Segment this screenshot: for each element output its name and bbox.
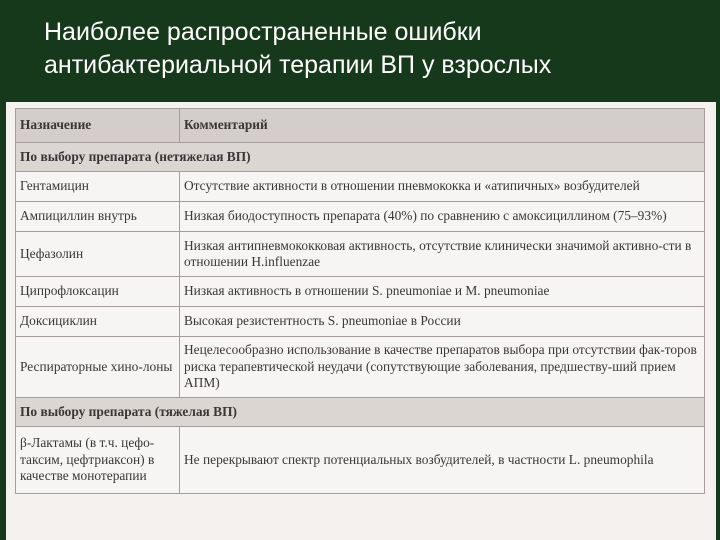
drug-cell: Ципрофлоксацин [16,277,180,307]
section-label: По выбору препарата (нетяжелая ВП) [16,143,705,172]
drug-cell: Цефазолин [16,232,180,277]
comment-cell: Низкая антипневмококковая активность, отсутствие клинически значимой активно-сти в отношении H.influenzae [180,232,705,277]
section-row-severe [16,398,705,427]
comment-cell: Низкая активность в отношении S. pneumoniae и M. pneumoniae [180,277,705,307]
antibiotic-errors-table [15,108,705,494]
table-row [16,277,705,307]
table-row [16,307,705,337]
table-row [16,232,705,277]
header-cell-comment: Комментарий [180,109,705,143]
comment-cell: Нецелесообразно использование в качестве препаратов выбора при отсутствии фак-торов риска терапевтической неудачи (сопутствующие заболевания, предшеству-ший прием АПМ) [180,337,705,398]
table-header-row [16,109,705,143]
section-row-nonsevere [16,143,705,172]
table-image-panel [6,102,716,540]
table-row [16,172,705,202]
table-row [16,202,705,232]
drug-cell: Доксициклин [16,307,180,337]
section-label: По выбору препарата (тяжелая ВП) [16,398,705,427]
comment-cell: Высокая резистентность S. pneumoniae в России [180,307,705,337]
comment-cell: Низкая биодоступность препарата (40%) по сравнению с амоксициллином (75–93%) [180,202,705,232]
comment-cell: Не перекрывают спектр потенциальных возбудителей, в частности L. pneumophila [180,427,705,494]
slide-title-line-2: антибактериальной терапии ВП у взрослых [44,51,552,79]
drug-cell: β-Лактамы (в т.ч. цефо-таксим, цефтриаксон) в качестве монотерапии [16,427,180,494]
table-row [16,427,705,494]
slide-title-line-1: Наиболее распространенные ошибки [44,18,482,46]
header-cell-assignment: Назначение [16,109,180,143]
drug-cell: Ампициллин внутрь [16,202,180,232]
drug-cell: Респираторные хино-лоны [16,337,180,398]
slide-title [44,16,704,82]
drug-cell: Гентамицин [16,172,180,202]
comment-cell: Отсутствие активности в отношении пневмококка и «атипичных» возбудителей [180,172,705,202]
table-row [16,337,705,398]
